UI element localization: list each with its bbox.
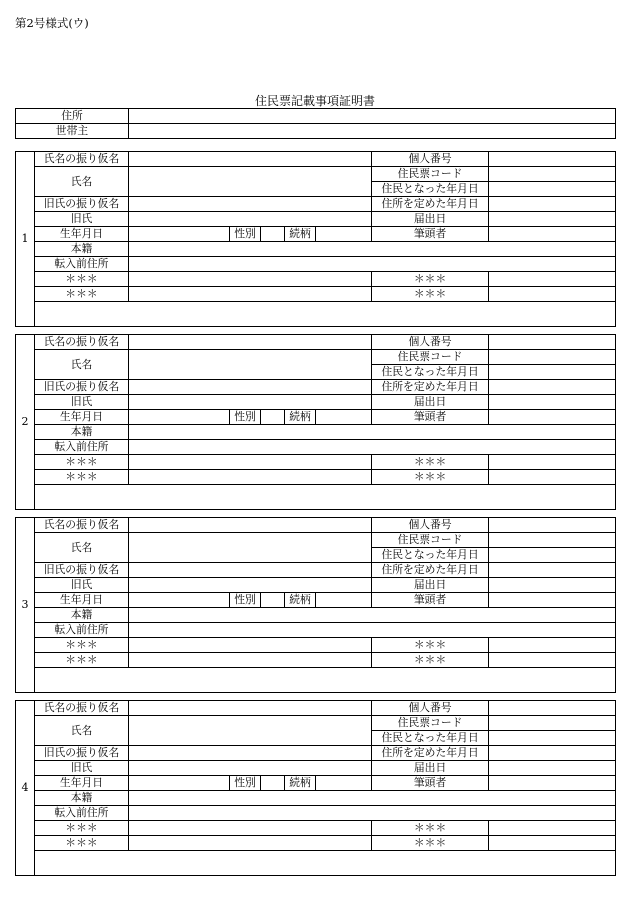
document-title: 住民票記載事項証明書: [254, 94, 375, 108]
optional-item-field[interactable]: [129, 455, 372, 470]
birth-date-label: 生年月日: [35, 593, 129, 608]
former-surname-label: 旧氏: [35, 212, 129, 227]
head-of-register-field[interactable]: [489, 227, 616, 242]
address-date-field[interactable]: [489, 563, 616, 578]
previous-address-field[interactable]: [129, 623, 616, 638]
juminhyo-code-label: 住民票コード: [372, 167, 489, 182]
former-surname-label: 旧氏: [35, 578, 129, 593]
optional-item-label: ＊＊＊: [35, 653, 129, 668]
kojin-bango-field[interactable]: [489, 335, 616, 350]
remarks-area[interactable]: [35, 668, 616, 693]
furigana-field[interactable]: [129, 152, 372, 167]
optional-item-field[interactable]: [129, 287, 372, 302]
notification-date-label: 届出日: [372, 761, 489, 776]
relation-field[interactable]: [316, 227, 372, 242]
optional-item-field[interactable]: [489, 470, 616, 485]
previous-address-field[interactable]: [129, 257, 616, 272]
optional-item-label: ＊＊＊: [372, 287, 489, 302]
honseki-label: 本籍: [35, 791, 129, 806]
optional-item-field[interactable]: [489, 455, 616, 470]
resident-since-field[interactable]: [489, 731, 616, 746]
resident-record: [15, 151, 616, 327]
optional-item-field[interactable]: [489, 287, 616, 302]
previous-address-field[interactable]: [129, 806, 616, 821]
relation-field[interactable]: [316, 410, 372, 425]
notification-date-label: 届出日: [372, 578, 489, 593]
juminhyo-code-field[interactable]: [489, 350, 616, 365]
head-of-register-label: 筆頭者: [372, 776, 489, 791]
optional-item-field[interactable]: [129, 821, 372, 836]
birth-date-label: 生年月日: [35, 410, 129, 425]
optional-item-label: ＊＊＊: [372, 470, 489, 485]
juminhyo-code-field[interactable]: [489, 533, 616, 548]
sex-field[interactable]: [261, 227, 285, 242]
birth-date-field[interactable]: [129, 776, 230, 791]
resident-record: [15, 517, 616, 693]
remarks-area[interactable]: [35, 302, 616, 327]
household-head-field[interactable]: [129, 124, 616, 139]
notification-date-label: 届出日: [372, 395, 489, 410]
address-date-field[interactable]: [489, 746, 616, 761]
household-header-table: [15, 108, 616, 139]
record-number: 4: [16, 701, 35, 876]
previous-address-label: 転入前住所: [35, 623, 129, 638]
birth-date-label: 生年月日: [35, 227, 129, 242]
kojin-bango-label: 個人番号: [372, 701, 489, 716]
optional-item-label: ＊＊＊: [35, 821, 129, 836]
birth-date-field[interactable]: [129, 593, 230, 608]
resident-record: [15, 700, 616, 876]
head-of-register-field[interactable]: [489, 593, 616, 608]
birth-date-field[interactable]: [129, 227, 230, 242]
optional-item-field[interactable]: [489, 638, 616, 653]
head-of-register-label: 筆頭者: [372, 593, 489, 608]
former-surname-field[interactable]: [129, 212, 372, 227]
furigana-field[interactable]: [129, 518, 372, 533]
address-date-field[interactable]: [489, 380, 616, 395]
optional-item-label: ＊＊＊: [35, 836, 129, 851]
record-number: 1: [16, 152, 35, 327]
former-surname-field[interactable]: [129, 395, 372, 410]
honseki-field[interactable]: [129, 242, 616, 257]
remarks-area[interactable]: [35, 851, 616, 876]
address-date-label: 住所を定めた年月日: [372, 746, 489, 761]
name-label: 氏名: [35, 716, 129, 746]
former-surname-label: 旧氏: [35, 395, 129, 410]
household-head-label: 世帯主: [16, 124, 129, 139]
resident-since-label: 住民となった年月日: [372, 731, 489, 746]
honseki-field[interactable]: [129, 425, 616, 440]
optional-item-label: ＊＊＊: [372, 455, 489, 470]
former-surname-furigana-label: 旧氏の振り仮名: [35, 197, 129, 212]
former-surname-field[interactable]: [129, 578, 372, 593]
notification-date-field[interactable]: [489, 761, 616, 776]
name-field[interactable]: [129, 716, 372, 746]
relation-field[interactable]: [316, 776, 372, 791]
optional-item-field[interactable]: [129, 653, 372, 668]
resident-since-field[interactable]: [489, 182, 616, 197]
juminhyo-code-label: 住民票コード: [372, 716, 489, 731]
head-of-register-label: 筆頭者: [372, 410, 489, 425]
honseki-label: 本籍: [35, 242, 129, 257]
optional-item-label: ＊＊＊: [372, 653, 489, 668]
address-date-label: 住所を定めた年月日: [372, 380, 489, 395]
head-of-register-field[interactable]: [489, 776, 616, 791]
sex-field[interactable]: [261, 776, 285, 791]
furigana-label: 氏名の振り仮名: [35, 152, 129, 167]
optional-item-field[interactable]: [489, 653, 616, 668]
optional-item-label: ＊＊＊: [372, 272, 489, 287]
optional-item-field[interactable]: [489, 836, 616, 851]
optional-item-label: ＊＊＊: [35, 455, 129, 470]
kojin-bango-label: 個人番号: [372, 335, 489, 350]
optional-item-label: ＊＊＊: [372, 836, 489, 851]
furigana-label: 氏名の振り仮名: [35, 335, 129, 350]
previous-address-label: 転入前住所: [35, 440, 129, 455]
honseki-label: 本籍: [35, 608, 129, 623]
optional-item-label: ＊＊＊: [35, 272, 129, 287]
juminhyo-code-field[interactable]: [489, 716, 616, 731]
optional-item-label: ＊＊＊: [35, 638, 129, 653]
notification-date-field[interactable]: [489, 578, 616, 593]
former-surname-furigana-field[interactable]: [129, 380, 372, 395]
address-row: [16, 109, 616, 124]
former-surname-furigana-field[interactable]: [129, 746, 372, 761]
honseki-label: 本籍: [35, 425, 129, 440]
optional-item-label: ＊＊＊: [35, 470, 129, 485]
notification-date-field[interactable]: [489, 212, 616, 227]
honseki-field[interactable]: [129, 791, 616, 806]
sex-label: 性別: [230, 227, 261, 242]
remarks-area[interactable]: [35, 485, 616, 510]
sex-label: 性別: [230, 410, 261, 425]
resident-since-label: 住民となった年月日: [372, 548, 489, 563]
name-field[interactable]: [129, 350, 372, 380]
household-head-row: [16, 124, 616, 139]
furigana-label: 氏名の振り仮名: [35, 518, 129, 533]
record-number: 2: [16, 335, 35, 510]
relation-field[interactable]: [316, 593, 372, 608]
furigana-label: 氏名の振り仮名: [35, 701, 129, 716]
record-number: 3: [16, 518, 35, 693]
previous-address-label: 転入前住所: [35, 806, 129, 821]
sex-label: 性別: [230, 776, 261, 791]
sex-label: 性別: [230, 593, 261, 608]
name-field[interactable]: [129, 533, 372, 563]
head-of-register-field[interactable]: [489, 410, 616, 425]
resident-since-field[interactable]: [489, 365, 616, 380]
honseki-field[interactable]: [129, 608, 616, 623]
birth-date-field[interactable]: [129, 410, 230, 425]
optional-item-label: ＊＊＊: [372, 821, 489, 836]
former-surname-field[interactable]: [129, 761, 372, 776]
notification-date-label: 届出日: [372, 212, 489, 227]
address-date-label: 住所を定めた年月日: [372, 197, 489, 212]
address-date-label: 住所を定めた年月日: [372, 563, 489, 578]
resident-since-label: 住民となった年月日: [372, 365, 489, 380]
former-surname-furigana-field[interactable]: [129, 197, 372, 212]
form-number-label: 第2号様式(ウ): [15, 16, 89, 30]
relation-label: 続柄: [285, 593, 316, 608]
former-surname-furigana-field[interactable]: [129, 563, 372, 578]
resident-since-field[interactable]: [489, 548, 616, 563]
juminhyo-code-label: 住民票コード: [372, 533, 489, 548]
optional-item-field[interactable]: [489, 821, 616, 836]
name-label: 氏名: [35, 350, 129, 380]
optional-item-label: ＊＊＊: [372, 638, 489, 653]
former-surname-label: 旧氏: [35, 761, 129, 776]
previous-address-label: 転入前住所: [35, 257, 129, 272]
optional-item-field[interactable]: [129, 272, 372, 287]
kojin-bango-field[interactable]: [489, 518, 616, 533]
kojin-bango-field[interactable]: [489, 701, 616, 716]
sex-field[interactable]: [261, 410, 285, 425]
juminhyo-code-label: 住民票コード: [372, 350, 489, 365]
sex-field[interactable]: [261, 593, 285, 608]
name-field[interactable]: [129, 167, 372, 197]
former-surname-furigana-label: 旧氏の振り仮名: [35, 746, 129, 761]
furigana-field[interactable]: [129, 701, 372, 716]
optional-item-label: ＊＊＊: [35, 287, 129, 302]
address-field[interactable]: [129, 109, 616, 124]
resident-since-label: 住民となった年月日: [372, 182, 489, 197]
address-label: 住所: [16, 109, 129, 124]
name-label: 氏名: [35, 533, 129, 563]
address-date-field[interactable]: [489, 197, 616, 212]
juminhyo-code-field[interactable]: [489, 167, 616, 182]
head-of-register-label: 筆頭者: [372, 227, 489, 242]
kojin-bango-field[interactable]: [489, 152, 616, 167]
former-surname-furigana-label: 旧氏の振り仮名: [35, 563, 129, 578]
kojin-bango-label: 個人番号: [372, 152, 489, 167]
relation-label: 続柄: [285, 776, 316, 791]
relation-label: 続柄: [285, 227, 316, 242]
birth-date-label: 生年月日: [35, 776, 129, 791]
previous-address-field[interactable]: [129, 440, 616, 455]
relation-label: 続柄: [285, 410, 316, 425]
former-surname-furigana-label: 旧氏の振り仮名: [35, 380, 129, 395]
notification-date-field[interactable]: [489, 395, 616, 410]
optional-item-field[interactable]: [129, 470, 372, 485]
kojin-bango-label: 個人番号: [372, 518, 489, 533]
optional-item-field[interactable]: [129, 638, 372, 653]
name-label: 氏名: [35, 167, 129, 197]
optional-item-field[interactable]: [489, 272, 616, 287]
optional-item-field[interactable]: [129, 836, 372, 851]
furigana-field[interactable]: [129, 335, 372, 350]
resident-record: [15, 334, 616, 510]
